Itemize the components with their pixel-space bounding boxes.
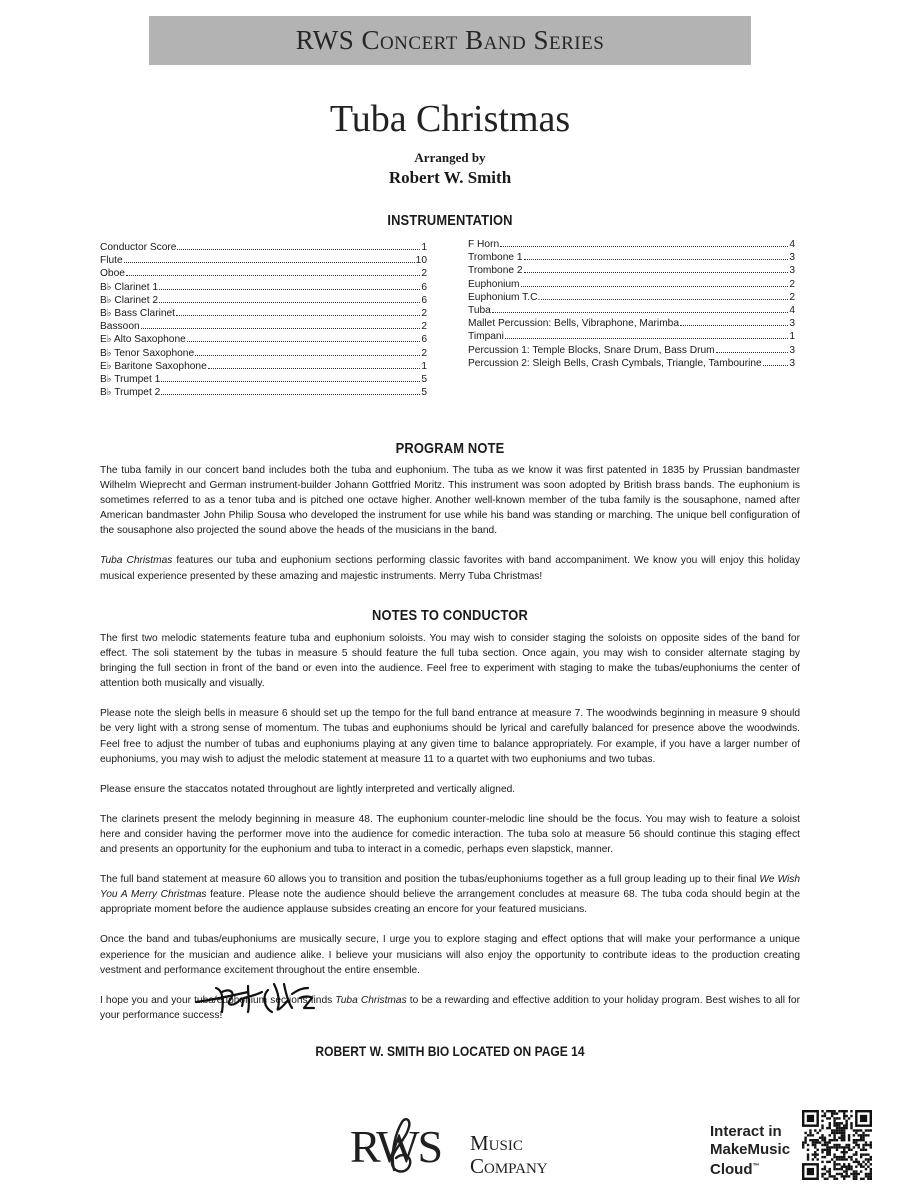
part-count: 3 <box>789 265 795 277</box>
instrument-name: Trombone 1 <box>468 252 523 264</box>
instrumentation-row <box>468 357 795 370</box>
conductor-note-paragraph: Please note the sleigh bells in measure 6 should set up the tempo for the full band entrance at measure 7. The woodwinds beginning in measure 9 should be very light with a strong sense of momentum. The tubas and euphoniums should be lyrical and carefully balanced for presence above the woodwinds. Feel free to adjust the number of tubas and euphoniums playing at any given time to balance appropriately. For example, if you have a larger number of euphoniums, you may wish to adjust the melodic statement at measure 11 to a quartet with two euphoniums and two tubas. <box>100 708 800 765</box>
series-banner <box>149 16 751 65</box>
instrumentation-row <box>100 386 427 399</box>
part-count: 5 <box>421 373 427 385</box>
part-count: 10 <box>415 255 427 267</box>
part-count: 2 <box>789 278 795 290</box>
part-count: 5 <box>421 387 427 399</box>
instrumentation-row <box>100 254 427 267</box>
instrumentation-row <box>468 344 795 357</box>
makemusic-line: Interact in <box>710 1123 782 1140</box>
instrument-name: Percussion 1: Temple Blocks, Snare Drum, Bass Drum <box>468 344 715 356</box>
program-note-paragraph: The tuba family in our concert band includes both the tuba and euphonium. The tuba as we know it was first patented in 1835 by Prussian bandmaster Wilhelm Wieprecht and German instrument-builder Johann Gottfried Moritz. This instrument was soon adopted by British brass bands. The euphonium is sometimes referred to as a tenor tuba and is pitched one octave higher. Another well-known member of the tuba family is the sousaphone, named after American bandmaster John Philip Sousa who developed the instrument for use while his band was standing or marching. The unique bell configuration of the sousaphone also projected the sound above the heads of the musicians in the band. <box>100 465 800 537</box>
dot-leader <box>524 271 789 273</box>
instrumentation-row <box>100 281 427 294</box>
instrument-name: B♭ Clarinet 1 <box>100 281 159 293</box>
instrumentation-row <box>100 360 427 373</box>
instrumentation-row <box>100 373 427 386</box>
dot-leader <box>187 340 421 342</box>
dot-leader <box>159 301 420 303</box>
instrument-name: B♭ Tenor Saxophone <box>100 347 195 359</box>
rws-music-company-logo <box>350 1112 555 1182</box>
dot-leader <box>159 288 420 290</box>
part-count: 1 <box>789 331 795 343</box>
instrumentation-row <box>468 304 795 317</box>
instrument-name: Conductor Score <box>100 242 177 253</box>
instrumentation-heading: INSTRUMENTATION <box>387 212 513 229</box>
instrument-name: F Horn <box>468 239 500 250</box>
dot-leader <box>176 314 420 316</box>
conductor-note-text: The full band statement at measure 60 allows you to transition and position the tubas/euphoniums together as a full group leading up to their final <box>100 874 760 886</box>
program-note-text: features our tuba and euphonium sections performing classic favorites with band accompaniment. We know you will enjoy this holiday musical experience presented by these amazing and majestic instruments. Merry Tuba Christmas! <box>100 555 800 582</box>
part-count: 6 <box>421 281 427 293</box>
instrumentation-row <box>468 291 795 304</box>
instrument-name: B♭ Bass Clarinet <box>100 307 176 319</box>
instrumentation-row <box>468 278 795 291</box>
instrumentation-row <box>100 307 427 320</box>
makemusic-cloud-label <box>710 1123 790 1179</box>
instrument-name: B♭ Clarinet 2 <box>100 294 159 306</box>
notes-to-conductor-body <box>100 631 800 1038</box>
instrument-name: Percussion 2: Sleigh Bells, Crash Cymbals, Triangle, Tambourine <box>468 357 762 369</box>
instrumentation-row <box>100 294 427 307</box>
instrument-name: Euphonium <box>468 278 520 290</box>
bio-reference: ROBERT W. SMITH BIO LOCATED ON PAGE 14 <box>315 1043 585 1059</box>
work-title-italic: Tuba Christmas <box>100 555 173 567</box>
logo-letters: RWS <box>350 1121 442 1172</box>
instrumentation-row <box>468 317 795 330</box>
song-title-italic: We Wish You A Merry Christmas <box>100 874 801 901</box>
instrumentation-row <box>100 241 427 254</box>
dot-leader <box>492 311 788 313</box>
instrument-name: Tuba <box>468 304 491 316</box>
program-note-paragraph <box>100 553 800 583</box>
part-count: 1 <box>421 242 427 253</box>
instrument-name: Euphonium T.C. <box>468 291 541 303</box>
instrument-name: Timpani <box>468 331 504 343</box>
part-count: 4 <box>789 304 795 316</box>
dot-leader <box>500 245 788 247</box>
dot-leader <box>524 258 789 260</box>
part-count: 6 <box>421 294 427 306</box>
trademark-symbol: ™ <box>752 1163 760 1170</box>
conductor-note-text: to be a rewarding and effective addition to your holiday program. Best wishes to all for your performance success! <box>100 994 800 1021</box>
part-count: 2 <box>421 347 427 359</box>
work-title-italic: Tuba Christmas <box>335 994 407 1006</box>
dot-leader <box>124 261 415 263</box>
dot-leader <box>208 367 421 369</box>
dot-leader <box>177 248 420 250</box>
part-count: 2 <box>421 321 427 333</box>
instrumentation-row <box>468 264 795 277</box>
instrumentation-row <box>100 333 427 346</box>
part-count: 3 <box>789 344 795 356</box>
dot-leader <box>505 337 788 339</box>
conductor-note-text: feature. Please note the audience should believe the arrangement concludes at measure 68. The tuba coda should begin at the appropriate moment before the audience applause subsides creating an encore for your featured musicians. <box>100 889 800 916</box>
signature-image <box>192 978 317 1023</box>
program-note-body <box>100 463 800 599</box>
part-count: 3 <box>789 318 795 330</box>
instrumentation-row <box>468 238 795 251</box>
conductor-note-paragraph: Once the band and tubas/euphoniums are musically secure, I urge you to explore staging and effect options that will make your performance a unique experience for the musician and audience alike. I believe your musicians will also enjoy the opportunity to contribute ideas to the production creating vestment and performance excitement throughout the entire ensemble. <box>100 934 800 976</box>
dot-leader <box>161 380 420 382</box>
conductor-note-paragraph: Please ensure the staccatos notated throughout are lightly interpreted and vertically aligned. <box>100 783 516 795</box>
part-count: 3 <box>789 252 795 264</box>
part-count: 3 <box>789 357 795 369</box>
dot-leader <box>126 274 420 276</box>
dot-leader <box>141 327 421 329</box>
series-title: RWS Concert Band Series <box>295 25 605 55</box>
dot-leader <box>541 298 788 300</box>
conductor-note-paragraph <box>100 872 800 917</box>
dot-leader <box>680 324 788 326</box>
part-count: 2 <box>421 307 427 319</box>
dot-leader <box>763 364 789 366</box>
dot-leader <box>161 393 420 395</box>
instrumentation-row <box>468 251 795 264</box>
makemusic-cloud-word: Cloud <box>710 1161 753 1178</box>
arranged-by-label: Arranged by <box>414 150 486 165</box>
makemusic-line <box>710 1158 790 1179</box>
instrumentation-row <box>100 267 427 280</box>
instrument-name: B♭ Trumpet 2 <box>100 387 161 399</box>
instrumentation-row <box>468 330 795 343</box>
qr-code-icon[interactable] <box>802 1110 872 1180</box>
instrumentation-row <box>100 320 427 333</box>
part-count: 4 <box>789 239 795 250</box>
instrument-name: B♭ Trumpet 1 <box>100 373 161 385</box>
arranger-name: Robert W. Smith <box>388 168 512 187</box>
program-note-heading: PROGRAM NOTE <box>395 440 505 457</box>
dot-leader <box>521 285 789 287</box>
instrument-name: Trombone 2 <box>468 265 523 277</box>
instrument-name: E♭ Baritone Saxophone <box>100 360 207 372</box>
instrumentation-left-column <box>100 241 427 399</box>
dot-leader <box>195 354 420 356</box>
part-count: 2 <box>789 291 795 303</box>
logo-line-music: Music <box>470 1131 523 1155</box>
logo-line-company: Company <box>470 1154 548 1178</box>
instrument-name: Bassoon <box>100 321 140 333</box>
conductor-note-text: I hope you and your tuba/euphonium sections finds <box>100 994 336 1006</box>
instrumentation-row <box>100 347 427 360</box>
instrument-name: Oboe <box>100 268 125 280</box>
instrument-name: Mallet Percussion: Bells, Vibraphone, Marimba <box>468 318 680 330</box>
conductor-note-paragraph: The first two melodic statements feature tuba and euphonium soloists. You may wish to consider staging the soloists on opposite sides of the band for effect. The soli statement by the tubas in measure 5 should feature the full tuba section. Once again, you may wish to consider alternate staging by bringing the full section in front of the band or even into the audience. Feel free to experiment with staging to make the tubas/euphoniums the center of attention both musically and visually. <box>100 633 800 690</box>
part-count: 2 <box>421 268 427 280</box>
part-count: 6 <box>421 334 427 346</box>
instrument-name: Flute <box>100 255 123 267</box>
makemusic-line: MakeMusic <box>710 1140 791 1158</box>
conductor-note-paragraph: The clarinets present the melody beginning in measure 48. The euphonium counter-melodic line should be the focus. You may wish to feature a soloist here and consider having the performer move into the audience for comedic interaction. The tuba solo at measure 56 should continue this staging effect and presents an opportunity for the euphonium and tuba to interact in a comedic, perhaps even slapstick, manner. <box>100 813 800 856</box>
instrument-name: E♭ Alto Saxophone <box>100 334 186 346</box>
page-title: Tuba Christmas <box>329 98 571 140</box>
notes-to-conductor-heading: NOTES TO CONDUCTOR <box>371 607 528 624</box>
logo-company-name <box>470 1132 548 1178</box>
part-count: 1 <box>421 360 427 372</box>
dot-leader <box>716 351 789 353</box>
instrumentation-right-column <box>468 238 795 370</box>
